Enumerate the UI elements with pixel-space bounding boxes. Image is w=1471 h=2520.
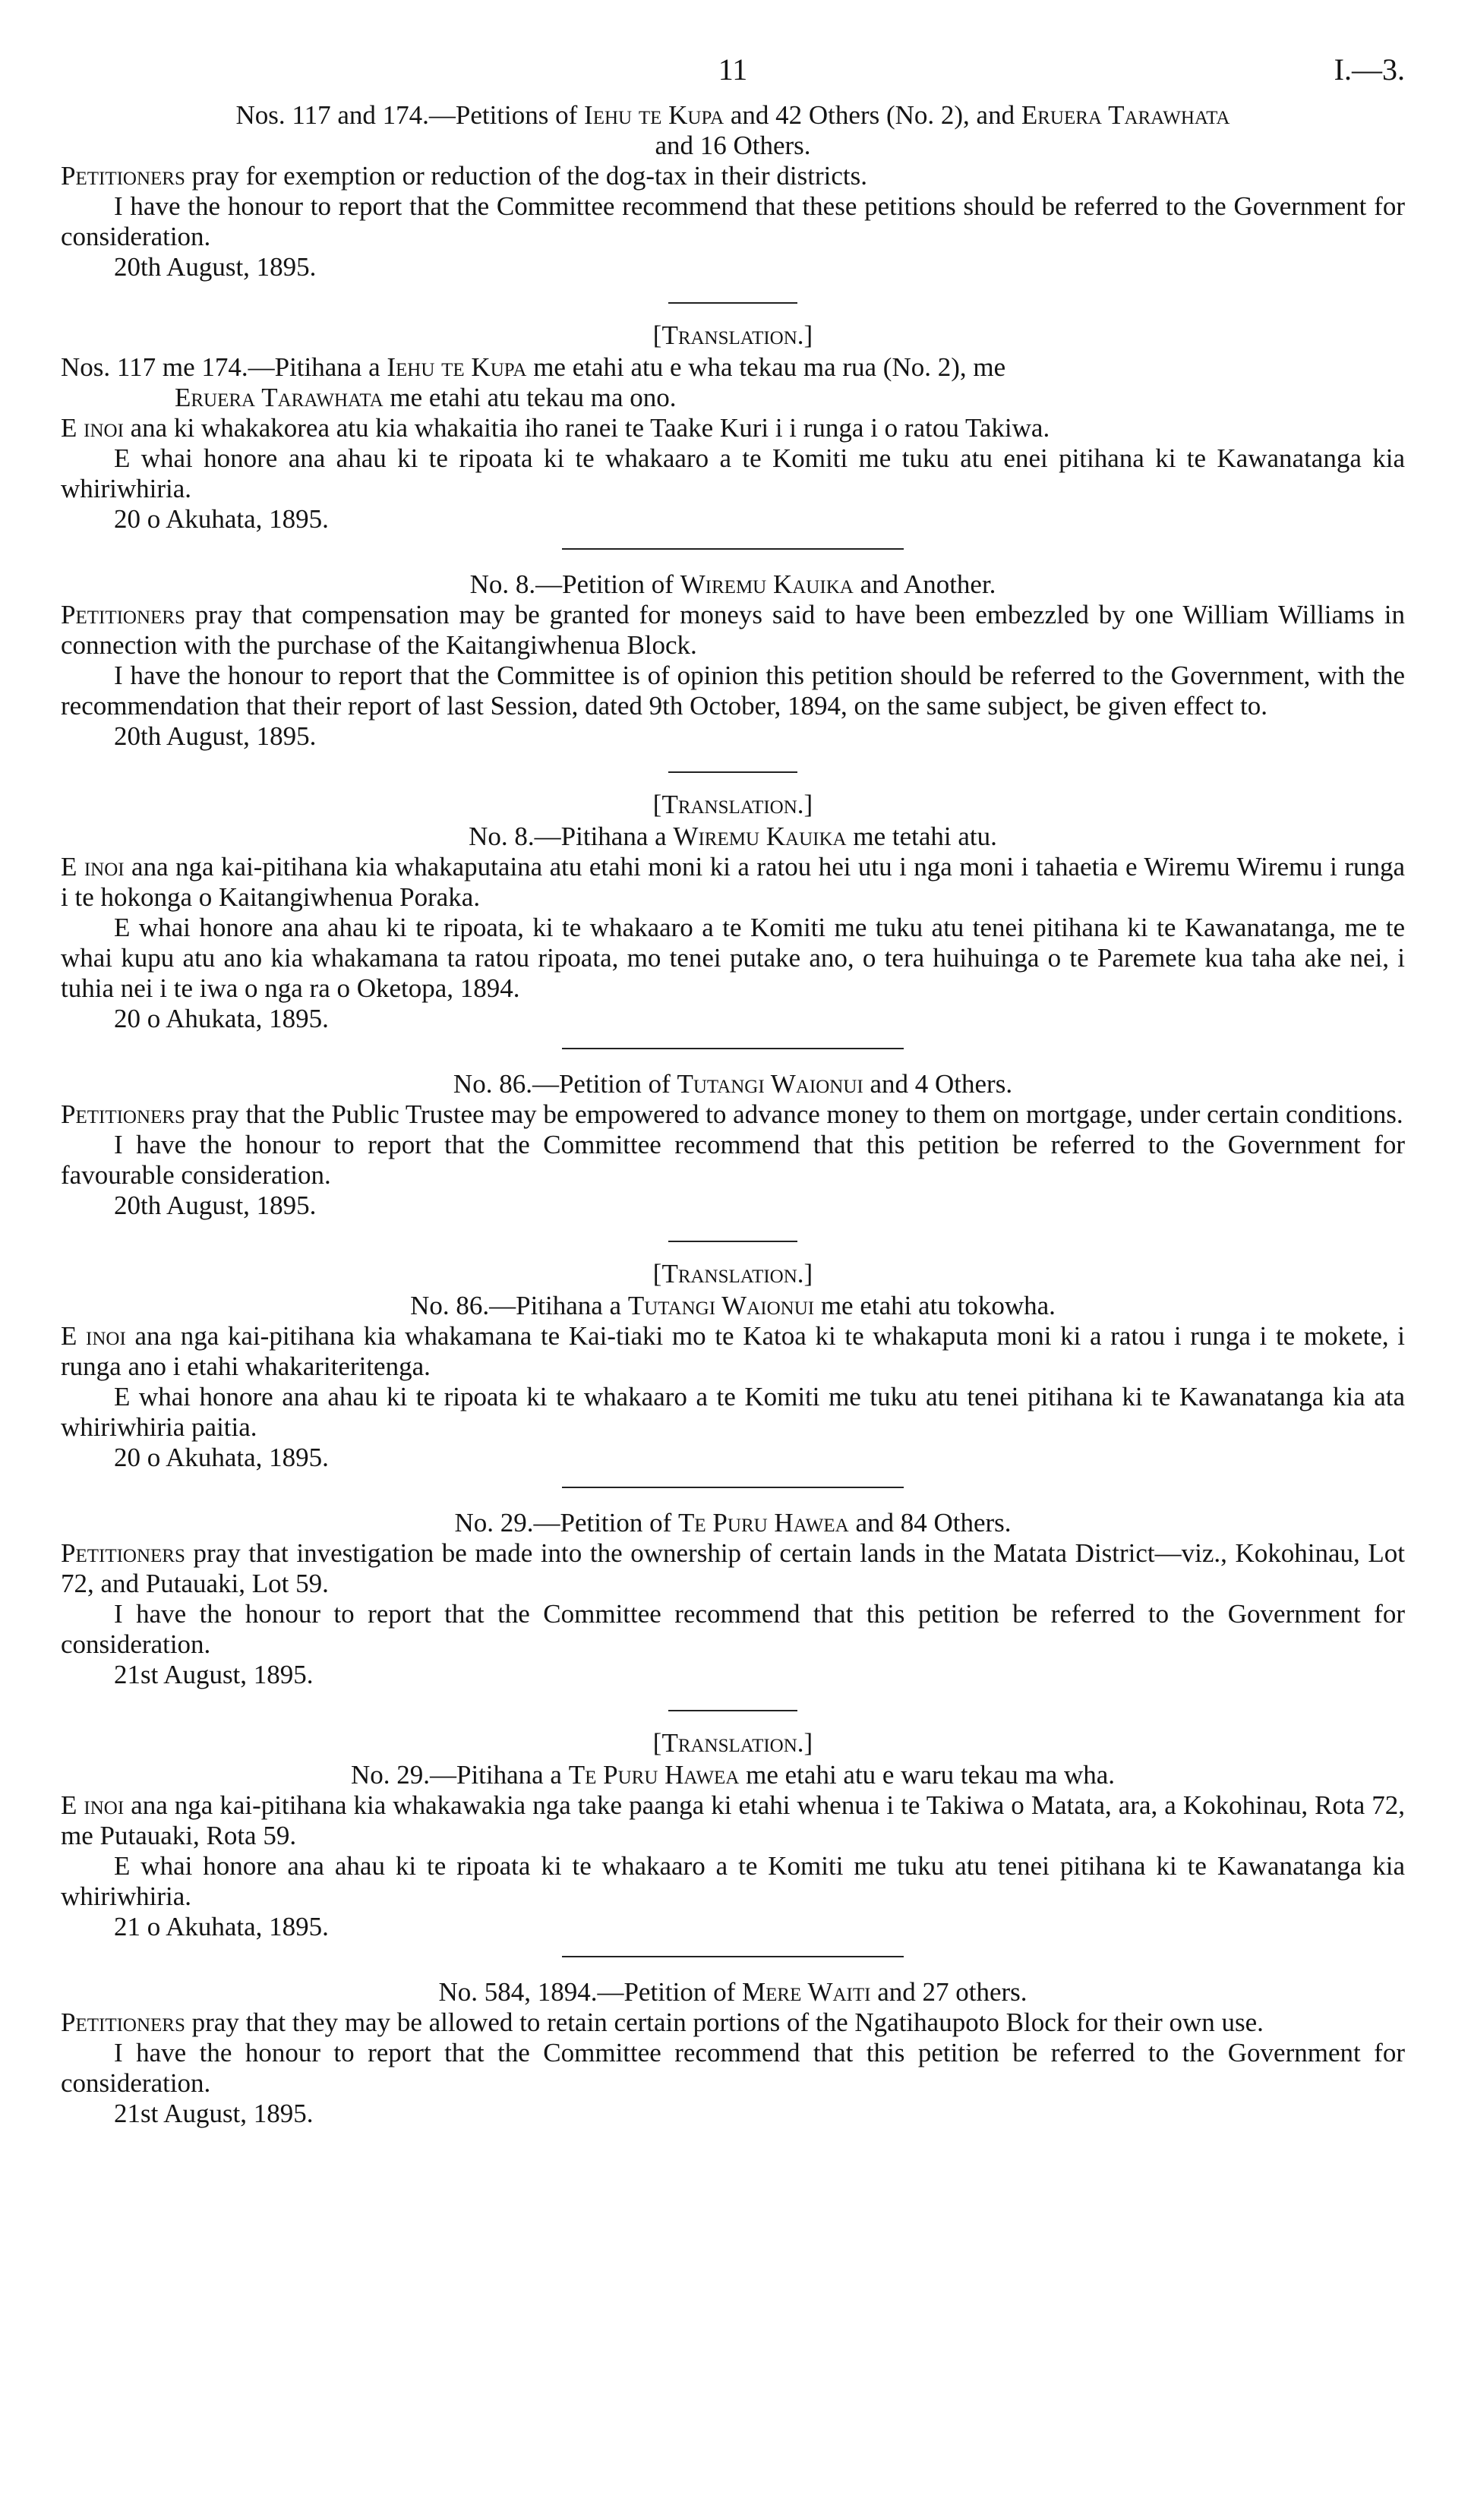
committee-report: I have the honour to report that the Committee recommend that this petition be referred to the Government for consideration.: [61, 2038, 1405, 2098]
petitioner-name: Te Puru Hawea: [678, 1508, 849, 1538]
report-date: 21st August, 1895.: [114, 1660, 314, 1689]
translation-label: [Translation.]: [652, 1728, 813, 1758]
translation-date: 20 o Akuhata, 1895.: [114, 1443, 329, 1472]
petitioner-name: Tutangi Waionui: [677, 1069, 863, 1099]
translation-prayer: E inoi ana ki whakakorea atu kia whakaitia iho ranei te Taake Kuri i i runga i o ratou Takiwa.: [61, 413, 1050, 443]
petition-section: [61, 1977, 1405, 2129]
document-page: [61, 52, 1406, 2129]
translation-label: [Translation.]: [652, 320, 813, 350]
divider: [668, 771, 797, 773]
petitioner-name: Eruera Tarawhata: [175, 383, 384, 412]
petitioner-name: Iehu te Kupa: [387, 352, 527, 382]
petition-title: No. 584, 1894.—Petition of Mere Waiti and 27 others.: [438, 1977, 1027, 2007]
petition-title: No. 8.—Petition of Wiremu Kauika and Another.: [469, 569, 996, 599]
translation-report: E whai honore ana ahau ki te ripoata ki te whakaaro a te Komiti me tuku atu tenei pitihana ki te Kawanatanga kia whiriwhiria.: [61, 1851, 1405, 1911]
translation-label: [Translation.]: [652, 1259, 813, 1288]
page-header: [61, 52, 1405, 100]
translation-title: Nos. 117 me 174.—Pitihana a Iehu te Kupa me etahi atu e wha tekau ma rua (No. 2), me Eruera Tarawhata me etahi atu tekau ma ono.: [61, 352, 1006, 412]
translation-report: E whai honore ana ahau ki te ripoata, ki te whakaaro a te Komiti me tuku atu tenei pitihana ki te Kawanatanga, me te whai kupu atu ano kia whakamana ta ratou ripoata, mo tenei putake ano, o tera huihuinga o te Paremete kua taha ake nei, i tuhia nei i te iwa o nga ra o Oketopa, 1894.: [61, 913, 1405, 1003]
petition-prayer: Petitioners pray that the Public Trustee may be empowered to advance money to them on mortgage, under certain conditions.: [61, 1099, 1403, 1129]
petitioner-name: Eruera Tarawhata: [1021, 100, 1230, 130]
report-date: 20th August, 1895.: [114, 721, 317, 751]
translation-date: 20 o Ahukata, 1895.: [114, 1004, 329, 1033]
translation-title: No. 29.—Pitihana a Te Puru Hawea me etahi atu e waru tekau ma wha.: [350, 1760, 1116, 1790]
petitioner-name: Te Puru Hawea: [568, 1760, 740, 1790]
petitioner-name: Mere Waiti: [742, 1977, 871, 2007]
translation-report: E whai honore ana ahau ki te ripoata ki te whakaaro a te Komiti me tuku atu enei pitihana ki te Kawanatanga kia whiriwhiria.: [61, 443, 1405, 503]
petition-section: [61, 569, 1405, 1049]
petition-prayer: Petitioners pray that investigation be made into the ownership of certain lands in the Matata District—viz., Kokohinau, Lot 72, and Putauaki, Lot 59.: [61, 1538, 1406, 1598]
petition-title: No. 29.—Petition of Te Puru Hawea and 84 Others.: [454, 1508, 1012, 1538]
document-reference: I.—3.: [1334, 52, 1405, 87]
committee-report: I have the honour to report that the Committee recommend that this petition be referred to the Government for favourable consideration.: [61, 1130, 1405, 1190]
page-number: 11: [718, 52, 748, 87]
translation-prayer: E inoi ana nga kai-pitihana kia whakaputaina atu etahi moni ki a ratou hei utu i nga moni i tahaetia e Wiremu Wiremu i runga i te hokonga o Kaitangiwhenua Poraka.: [61, 852, 1406, 912]
translation-label: [Translation.]: [652, 790, 813, 819]
committee-report: I have the honour to report that the Committee is of opinion this petition should be referred to the Government, with the recommendation that their report of last Session, dated 9th October, 1894, on the same subject, be given effect to.: [61, 661, 1405, 721]
report-date: 21st August, 1895.: [114, 2099, 314, 2128]
divider: [562, 1048, 904, 1049]
report-date: 20th August, 1895.: [114, 252, 317, 282]
petition-prayer: Petitioners pray that compensation may be granted for moneys said to have been embezzled by one William Williams in connection with the purchase of the Kaitangiwhenua Block.: [61, 600, 1406, 660]
petitioner-name: Tutangi Waionui: [627, 1291, 815, 1320]
divider: [562, 548, 904, 550]
petition-title: No. 86.—Petition of Tutangi Waionui and 4 Others.: [453, 1069, 1013, 1099]
translation-title: No. 8.—Pitihana a Wiremu Kauika me tetahi atu.: [469, 822, 997, 851]
divider: [668, 302, 797, 304]
divider: [562, 1487, 904, 1488]
translation-prayer: E inoi ana nga kai-pitihana kia whakawakia nga take paanga ki etahi whenua i te Takiwa o Matata, ara, a Kokohinau, Rota 72, me Putauaki, Rota 59.: [61, 1790, 1406, 1850]
petition-section: [61, 1069, 1405, 1488]
petitioner-name: Iehu te Kupa: [584, 100, 724, 130]
translation-report: E whai honore ana ahau ki te ripoata ki te whakaaro a te Komiti me tuku atu tenei pitihana ki te Kawanatanga kia ata whiriwhiria paitia.: [61, 1382, 1405, 1442]
petitioner-name: Wiremu Kauika: [673, 822, 847, 851]
divider: [668, 1710, 797, 1711]
divider: [668, 1241, 797, 1242]
petitioner-name: Wiremu Kauika: [680, 569, 854, 599]
petition-prayer: Petitioners pray for exemption or reduction of the dog-tax in their districts.: [61, 161, 867, 191]
translation-title: No. 86.—Pitihana a Tutangi Waionui me etahi atu tokowha.: [410, 1291, 1056, 1320]
petition-title: Nos. 117 and 174.—Petitions of Iehu te Kupa and 42 Others (No. 2), and Eruera Tarawhata and 16 Others.: [235, 100, 1230, 160]
petition-section: [61, 100, 1405, 550]
divider: [562, 1956, 904, 1957]
committee-report: I have the honour to report that the Committee recommend that this petition be referred to the Government for consideration.: [61, 1599, 1405, 1659]
petition-section: [61, 1508, 1405, 1957]
translation-date: 20 o Akuhata, 1895.: [114, 504, 329, 534]
committee-report: I have the honour to report that the Committee recommend that these petitions should be referred to the Government for consideration.: [61, 191, 1405, 251]
translation-prayer: E inoi ana nga kai-pitihana kia whakamana te Kai-tiaki mo te Katoa ki te whakaputa moni ki a ratou i runga i te mokete, i runga ano i etahi whakariteritenga.: [61, 1321, 1406, 1381]
report-date: 20th August, 1895.: [114, 1191, 317, 1220]
petition-prayer: Petitioners pray that they may be allowed to retain certain portions of the Ngatihaupoto Block for their own use.: [61, 2007, 1264, 2037]
translation-date: 21 o Akuhata, 1895.: [114, 1912, 329, 1941]
